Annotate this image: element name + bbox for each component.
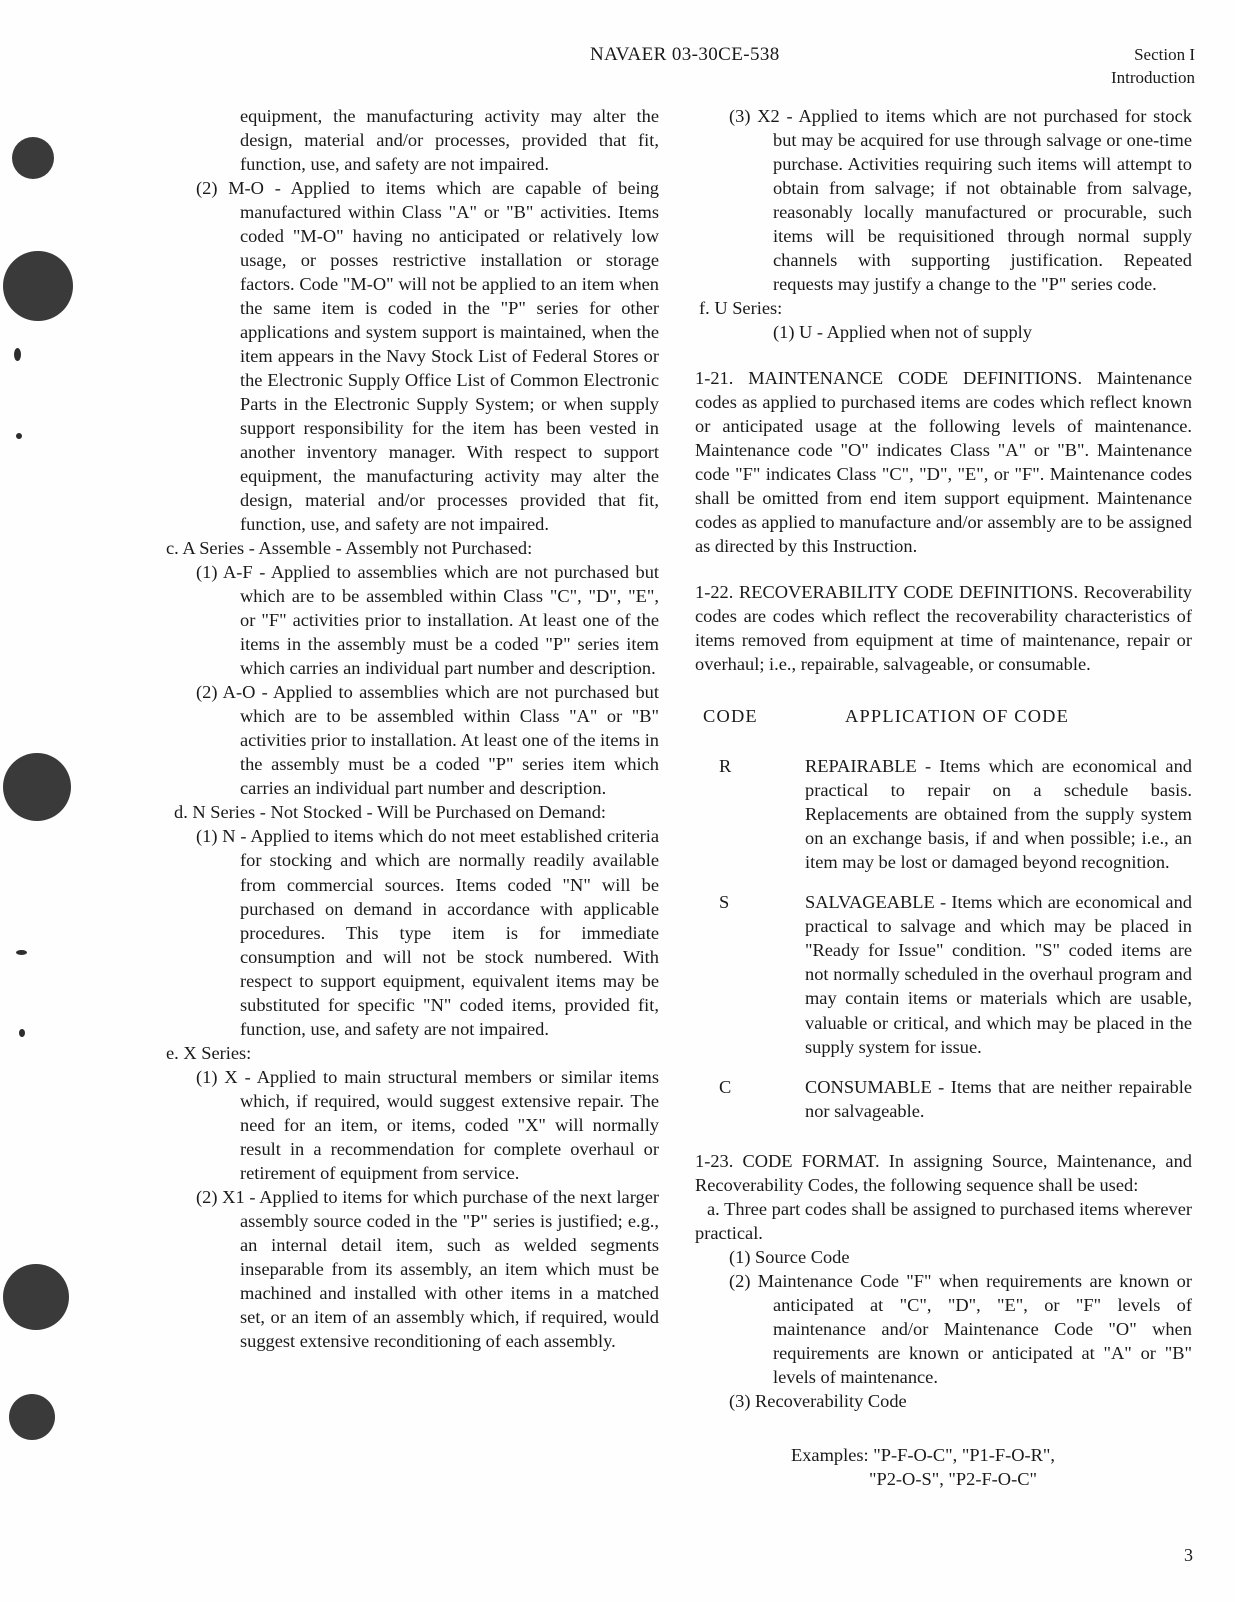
section-name: Section I bbox=[1134, 45, 1195, 64]
code-letter: R bbox=[719, 756, 732, 777]
list-item-n: (1) N - Applied to items which do not meet established criteria for stocking and which are normally readily available from commercial sources. Items coded "N" will be purchased on demand in accordance with applicable procedures. This type item is for immediate consumption and will not be stock numbered. With respect to support equipment, equivalent items may be substituted for specific "N" coded items, provided fit, function, use, and safety are not impaired. bbox=[196, 826, 659, 1039]
list-item-a-three-part-codes: a. Three part codes shall be assigned to purchased items wherever practical. bbox=[695, 1198, 1192, 1243]
examples-line-2: "P2-O-S", "P2-F-O-C" bbox=[869, 1469, 1037, 1490]
binder-hole-punch bbox=[12, 137, 54, 179]
scan-speck bbox=[14, 348, 21, 361]
binder-hole-punch bbox=[3, 1264, 69, 1330]
list-item-recoverability-code: (3) Recoverability Code bbox=[729, 1390, 907, 1411]
scan-artifacts bbox=[0, 0, 150, 1602]
list-item-d-n-series: d. N Series - Not Stocked - Will be Purchased on Demand: bbox=[174, 802, 607, 823]
paragraph-1-22: 1-22. RECOVERABILITY CODE DEFINITIONS. Recoverability codes are codes which reflect the recoverability characteristics of items removed from equipment at time of maintenance, repair or overhaul; i.e., repairable, salvageable, or consumable. bbox=[695, 582, 1192, 675]
code-table-row bbox=[695, 754, 1192, 874]
left-column bbox=[162, 104, 659, 1491]
list-item-m-o: (2) M-O - Applied to items which are capable of being manufactured within Class "A" or "B" activities. Items coded "M-O" having no anticipated or relatively low usage, or posses restrictive installation or storage factors. Code "M-O" will not be applied to an item when the same item is coded in the "P" series for other applications and system support is maintained, when the item appears in the Navy Stock List of Federal Stores or the Electronic Supply Office List of Common Electronic Parts in the Electronic Supply System; or when supply support responsibility for the item has been vested in another inventory manager. With respect to support equipment, the manufacturing activity may alter the design, material and/or processes provided that fit, function, use, and safety are not impaired. bbox=[196, 178, 659, 535]
code-table-row bbox=[695, 890, 1192, 1058]
list-item-a-f: (1) A-F - Applied to assemblies which are not purchased but which are to be assembled within Class "C", "D", "E", or "F" activities prior to installation. At least one of the items in the assembly must be a coded "P" series item which carries an individual part number and description. bbox=[196, 562, 659, 679]
code-table-header bbox=[695, 706, 1192, 732]
paragraph-1-21: 1-21. MAINTENANCE CODE DEFINITIONS. Maintenance codes as applied to purchased items are codes which reflect known or anticipated usage at the following levels of maintenance. Maintenance code "O" indicates Class "A" or "B". Maintenance code "F" indicates Class "C", "D", "E", or "F". Maintenance codes shall be omitted from end item support equipment. Maintenance codes as applied to manufacture and/or assembly are to be assigned as directed by this Instruction. bbox=[695, 368, 1192, 557]
binder-hole-punch bbox=[3, 753, 71, 821]
paragraph-1-23: 1-23. CODE FORMAT. In assigning Source, Maintenance, and Recoverability Codes, the following sequence shall be used: bbox=[695, 1150, 1192, 1195]
page-number: 3 bbox=[1184, 1545, 1193, 1565]
code-column-header: CODE bbox=[703, 706, 758, 727]
binder-hole-punch bbox=[3, 251, 73, 321]
code-table-row bbox=[695, 1075, 1192, 1123]
scan-speck bbox=[16, 433, 22, 439]
list-item-f-u-series: f. U Series: bbox=[699, 298, 783, 319]
list-item-maintenance-code: (2) Maintenance Code "F" when requirements are known or anticipated at "C", "D", "E", or "F" levels of maintenance and/or Maintenance Code "O" when requirements are known or anticipated at "A" or "B" levels of maintenance. bbox=[729, 1270, 1192, 1387]
code-definition: REPAIRABLE - Items which are economical and practical to repair on a schedule basis. Replacements are obtained from the supply system on an exchange basis, if and when possible; i.e., an item may be lost or damaged beyond recognition. bbox=[805, 756, 1192, 873]
code-definition: CONSUMABLE - Items that are neither repairable nor salvageable. bbox=[805, 1076, 1192, 1121]
scan-speck bbox=[19, 1029, 25, 1037]
code-definition: SALVAGEABLE - Items which are economical and practical to salvage and which may be placed in "Ready for Issue" condition. "S" coded items are not normally scheduled in the overhaul program and may contain items or materials which are usable, valuable or critical, and which may be placed in the supply system for issue. bbox=[805, 892, 1192, 1057]
right-column bbox=[695, 104, 1192, 1491]
paragraph-continued: equipment, the manufacturing activity may alter the design, material and/or processes, provided that fit, function, use, and safety are not impaired. bbox=[240, 106, 659, 175]
list-item-a-o: (2) A-O - Applied to assemblies which are not purchased but which are to be assembled within Class "A" or "B" activities prior to installation. At least one of the items in the assembly must be a coded "P" series item which carries an individual part number and description. bbox=[196, 682, 659, 799]
section-subtitle: Introduction bbox=[1110, 67, 1195, 87]
list-item-c-a-series: c. A Series - Assemble - Assembly not Purchased: bbox=[166, 538, 533, 559]
code-letter: C bbox=[719, 1076, 732, 1097]
examples-line-1: Examples: "P-F-O-C", "P1-F-O-R", bbox=[791, 1444, 1055, 1465]
scan-speck bbox=[16, 950, 27, 955]
page-header bbox=[150, 44, 1195, 90]
list-item-u: (1) U - Applied when not of supply bbox=[773, 322, 1032, 343]
section-label bbox=[1111, 44, 1195, 90]
code-letter: S bbox=[719, 892, 730, 913]
list-item-e-x-series: e. X Series: bbox=[166, 1042, 252, 1063]
binder-hole-punch bbox=[9, 1394, 55, 1440]
document-number: NAVAER 03-30CE-538 bbox=[590, 44, 780, 65]
body-columns bbox=[162, 104, 1192, 1491]
list-item-x2: (3) X2 - Applied to items which are not purchased for stock but may be acquired for use through salvage or one-time purchase. Activities requiring such items will attempt to obtain from salvage; if not obtainable from salvage, reasonably locally manufactured or procurable, such items will be requisitioned through normal supply channels with supporting justification. Repeated requests may justify a change to the "P" series code. bbox=[729, 106, 1192, 295]
list-item-source-code: (1) Source Code bbox=[729, 1246, 850, 1267]
list-item-x: (1) X - Applied to main structural members or similar items which, if required, would suggest extensive repair. The need for an item, or items, coded "X" will normally result in a recommendation for complete overhaul or retirement of equipment from service. bbox=[196, 1066, 659, 1183]
code-examples bbox=[695, 1443, 1192, 1492]
list-item-x1: (2) X1 - Applied to items for which purchase of the next larger assembly source coded in the "P" series is justified; e.g., an internal detail item, such as welded segments inseparable from its assembly, an item which must be machined and installed with other items in a matched set, or an item of an assembly which, if required, would suggest extensive reconditioning of each assembly. bbox=[196, 1186, 659, 1351]
application-column-header: APPLICATION OF CODE bbox=[845, 706, 1070, 727]
